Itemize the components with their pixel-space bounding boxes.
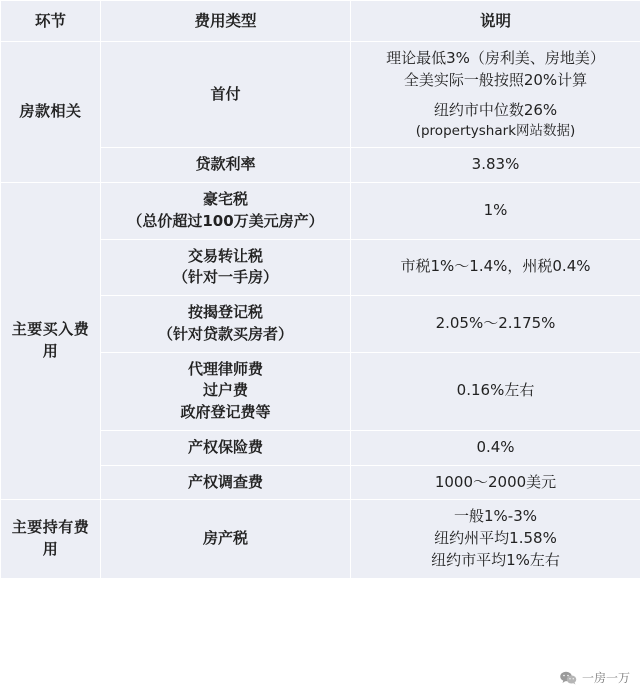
desc-line: 全美实际一般按照20%计算	[403, 71, 588, 90]
description-title-insurance: 0.4%	[351, 430, 640, 465]
column-header-stage: 环节	[1, 1, 101, 42]
description-loan-rate: 3.83%	[351, 148, 640, 183]
desc-line: 一般1%-3%	[453, 507, 537, 526]
description-down-payment	[351, 42, 640, 148]
description-property-tax	[351, 500, 640, 578]
fee-type-mortgage-recording-tax	[101, 296, 351, 353]
desc-line-note: (propertyshark网站数据)	[415, 122, 576, 139]
fee-type-loan-rate: 贷款利率	[101, 148, 351, 183]
wechat-account-badge	[560, 669, 630, 686]
stage-cell-housing-payment: 房款相关	[1, 42, 101, 183]
fee-type-transfer-tax	[101, 239, 351, 296]
type-line: 政府登记费等	[180, 403, 271, 422]
type-line: （总价超过100万美元房产）	[127, 211, 324, 230]
desc-line: 纽约州平均1.58%	[434, 529, 557, 548]
desc-spacer	[355, 92, 636, 100]
desc-line: 纽约市中位数26%	[433, 100, 558, 119]
fee-type-down-payment: 首付	[101, 42, 351, 148]
type-line: （针对贷款买房者）	[157, 324, 293, 343]
description-mansion-tax: 1%	[351, 183, 640, 240]
type-line: （针对一手房）	[172, 268, 278, 287]
type-line: 按揭登记税	[187, 303, 263, 322]
type-line: 豪宅税	[202, 190, 248, 209]
column-header-description: 说明	[351, 1, 640, 42]
footer	[0, 650, 640, 694]
type-line: 过户费	[202, 381, 248, 400]
fee-type-mansion-tax	[101, 183, 351, 240]
description-transfer-tax: 市税1%～1.4%，州税0.4%	[351, 239, 640, 296]
wechat-icon	[560, 671, 577, 685]
table-row	[1, 183, 640, 240]
type-line: 代理律师费	[187, 359, 263, 378]
table-header-row	[1, 1, 640, 42]
stage-cell-main-holding-fees: 主要持有费用	[1, 500, 101, 578]
wechat-account-name: 一房一万	[581, 671, 630, 685]
fee-type-property-tax: 房产税	[101, 500, 351, 578]
desc-line: 理论最低3%（房利美、房地美）	[386, 49, 605, 68]
table-row	[1, 500, 640, 578]
desc-line: 纽约市平均1%左右	[431, 550, 560, 569]
fee-type-title-insurance: 产权保险费	[101, 430, 351, 465]
table-row	[1, 42, 640, 148]
description-legal-and-closing-fees: 0.16%左右	[351, 352, 640, 430]
description-mortgage-recording-tax: 2.05%～2.175%	[351, 296, 640, 353]
fee-type-legal-and-closing-fees	[101, 352, 351, 430]
type-line: 交易转让税	[187, 246, 263, 265]
column-header-fee-type: 费用类型	[101, 1, 351, 42]
fee-type-title-search: 产权调查费	[101, 465, 351, 500]
description-title-search: 1000～2000美元	[351, 465, 640, 500]
stage-cell-main-purchase-fees: 主要买入费用	[1, 183, 101, 500]
